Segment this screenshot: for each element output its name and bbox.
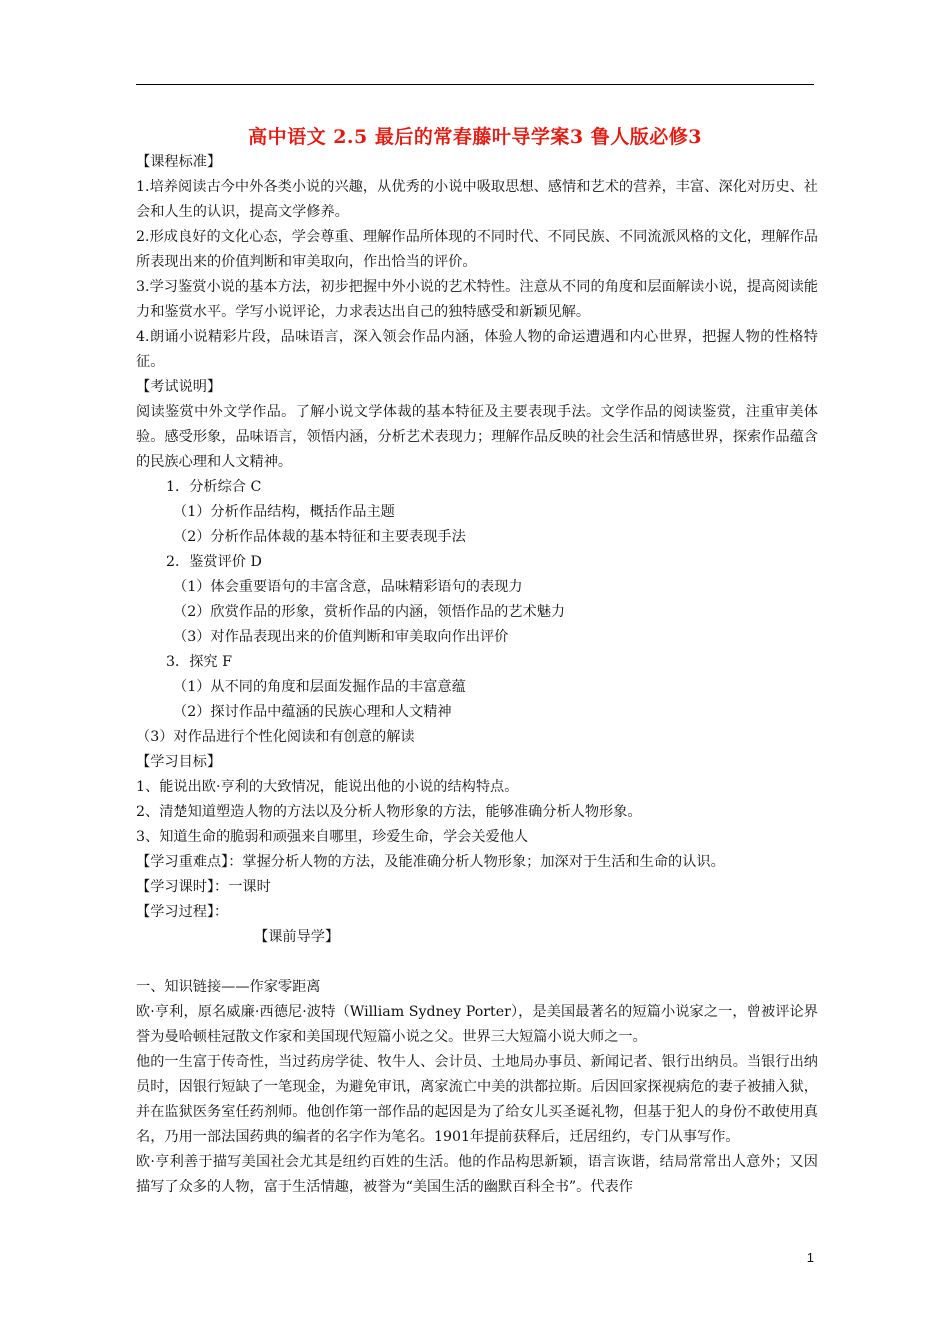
- section-heading-standards: 【课程标准】: [136, 154, 222, 170]
- standard-paragraph: 4.朗诵小说精彩片段，品味语言，深入领会作品内涵，体验人物的命运遭遇和内心世界，把握人物的性格特征。: [136, 329, 818, 370]
- author-paragraph: 他的一生富于传奇性，当过药房学徒、牧牛人、会计员、土地局办事员、新闻记者、银行出纳员。当银行出纳员时，因银行短缺了一笔现金，为避免审讯，离家流亡中美的洪都拉斯。后因回家探视病危的妻子被捕入狱，并在监狱医务室任药剂师。他创作第一部作品的起因是为了给女儿买圣诞礼物，但基于犯人的身份不敢使用真名，乃用一部法国药典的编者的名字作为笔名。1901年提前获释后，迁居纽约，专门从事写作。: [136, 1054, 818, 1145]
- prestudy-heading: 【课前导学】: [254, 929, 340, 945]
- section-heading-exam: 【考试说明】: [136, 379, 222, 395]
- blank-line: [136, 950, 818, 975]
- header-rule: [136, 84, 814, 85]
- exam-item: 2．鉴赏评价 D: [166, 554, 262, 570]
- standard-paragraph: 2.形成良好的文化心态，学会尊重、理解作品所体现的不同时代、不同民族、不同流派风格的文化，理解作品所表现出来的价值判断和审美取向，作出恰当的评价。: [136, 229, 818, 270]
- standard-paragraph: 3.学习鉴赏小说的基本方法，初步把握中外小说的艺术特性。注意从不同的角度和层面解读小说，提高阅读能力和鉴赏水平。学写小说评论，力求表达出自己的独特感受和新颖见解。: [136, 279, 818, 320]
- goal-item: 2、清楚知道塑造人物的方法以及分析人物形象的方法，能够准确分析人物形象。: [136, 804, 642, 820]
- exam-subitem: （2）欣赏作品的形象，赏析作品的内涵，领悟作品的艺术魅力: [173, 604, 566, 620]
- author-paragraph: 欧·亨利善于描写美国社会尤其是纽约百姓的生活。他的作品构思新颖，语言诙谐，结局常常出人意外；又因描写了众多的人物，富于生活情趣，被誉为“美国生活的幽默百科全书”。代表作: [136, 1154, 818, 1195]
- exam-subitem: （1）从不同的角度和层面发掘作品的丰富意蕴: [173, 679, 466, 695]
- exam-subitem: （1）体会重要语句的丰富含意，品味精彩语句的表现力: [173, 579, 523, 595]
- exam-subitem: （3）对作品进行个性化阅读和有创意的解读: [136, 729, 415, 745]
- exam-item: 3．探究 F: [166, 654, 232, 670]
- document-title: 高中语文 2.5 最后的常春藤叶导学案3 鲁人版必修3: [248, 126, 702, 148]
- focus-line: 【学习重难点】：掌握分析人物的方法，及能准确分析人物形象；加深对于生活和生命的认识。: [136, 854, 725, 870]
- goal-item: 1、能说出欧·亨利的大致情况，能说出他的小说的结构特点。: [136, 779, 519, 795]
- hours-line: 【学习课时】：一课时: [136, 879, 271, 895]
- knowledge-heading: 一、知识链接——作家零距离: [136, 979, 321, 995]
- exam-subitem: （3）对作品表现出来的价值判断和审美取向作出评价: [173, 629, 509, 645]
- exam-subitem: （2）探讨作品中蕴涵的民族心理和人文精神: [173, 704, 452, 720]
- exam-subitem: （1）分析作品结构，概括作品主题: [173, 504, 395, 520]
- process-line: 【学习过程】：: [136, 904, 229, 920]
- standard-paragraph: 1.培养阅读古今中外各类小说的兴趣，从优秀的小说中吸取思想、感情和艺术的营养，丰富、深化对历史、社会和人生的认识，提高文学修养。: [136, 179, 818, 220]
- page-number: 1: [806, 1250, 814, 1265]
- exam-intro-paragraph: 阅读鉴赏中外文学作品。了解小说文学体裁的基本特征及主要表现手法。文学作品的阅读鉴赏，注重审美体验。感受形象，品味语言，领悟内涵，分析艺术表现力；理解作品反映的社会生活和情感世界，探索作品蕴含的民族心理和人文精神。: [136, 404, 818, 470]
- document-body: [136, 150, 818, 1200]
- goal-item: 3、知道生命的脆弱和顽强来自哪里，珍爱生命，学会关爱他人: [136, 829, 529, 845]
- section-heading-goals: 【学习目标】: [136, 754, 222, 770]
- exam-subitem: （2）分析作品体裁的基本特征和主要表现手法: [173, 529, 466, 545]
- author-paragraph: 欧·亨利，原名威廉·西德尼·波特（William Sydney Porter），是美国最著名的短篇小说家之一，曾被评论界誉为曼哈顿桂冠散文作家和美国现代短篇小说之父。世界三大短篇小说大师之一。: [136, 1004, 818, 1045]
- exam-item: 1．分析综合 C: [166, 479, 262, 495]
